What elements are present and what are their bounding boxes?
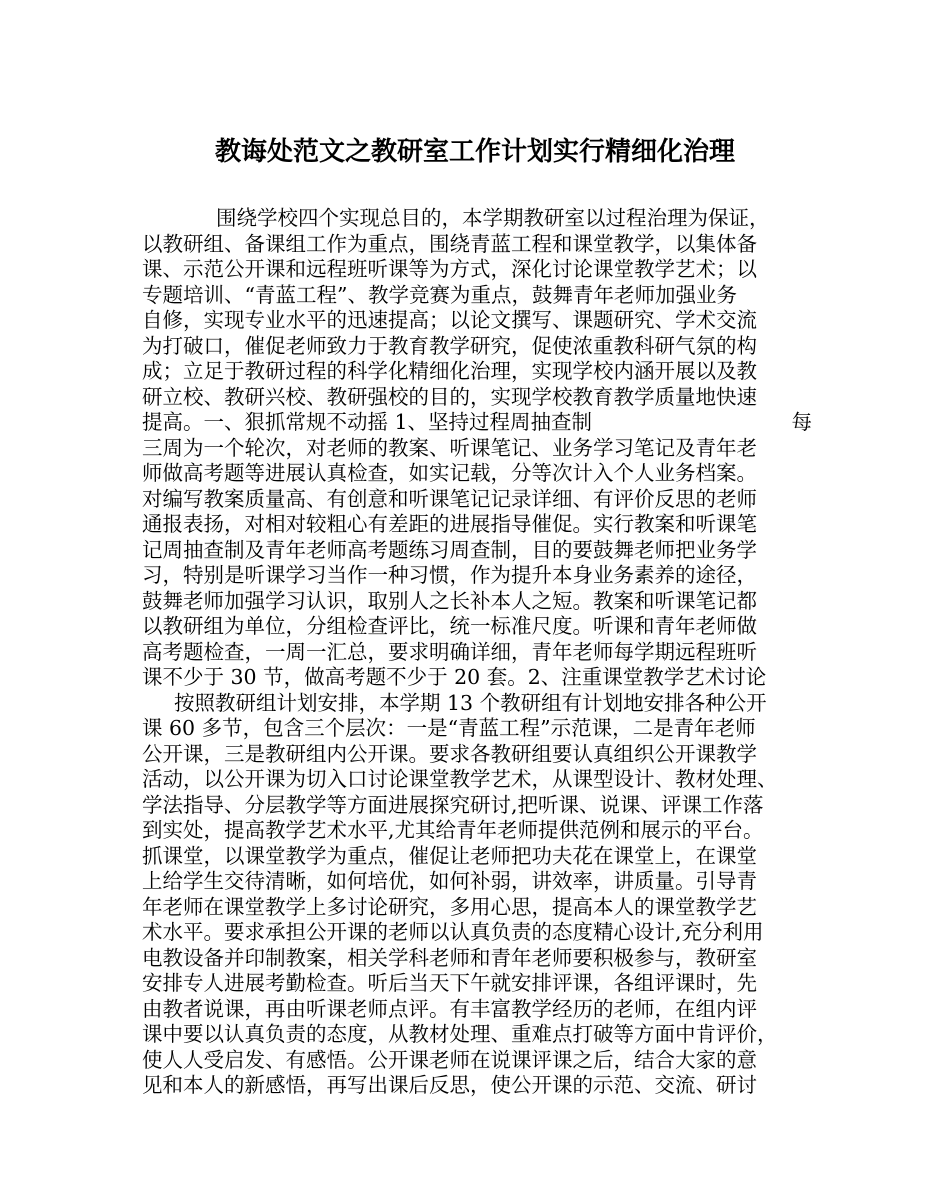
paragraph-line: 到实处，提高教学艺术水平,尤其给青年老师提供范例和展示的平台。 — [142, 818, 764, 842]
paragraph-line: 三周为一个轮次，对老师的教案、听课笔记、业务学习笔记及青年老 — [142, 435, 757, 460]
paragraph-line: 以教研组为单位，分组检查评比，统一标准尺度。听课和青年老师做 — [142, 614, 757, 638]
paragraph-line: 围绕学校四个实现总目的，本学期教研室以过程治理为保证， — [216, 206, 770, 230]
paragraph-line: 电教设备并印制教案，相关学科老师和青年老师要积极参与，教研室 — [142, 945, 757, 970]
paragraph-line-right: 每 — [791, 410, 812, 434]
paragraph-line: 高考题检查，一周一汇总，要求明确详细，青年老师每学期远程班听 — [142, 639, 757, 664]
paragraph-line: 鼓舞老师加强学习认识，取别人之长补本人之短。教案和听课笔记都 — [142, 588, 757, 613]
paragraph-line: 按照教研组计划安排，本学期 13 个教研组有计划地安排各种公开 — [174, 690, 767, 715]
paragraph-line: 抓课堂，以课堂教学为重点，催促让老师把功夫花在课堂上，在课堂 — [142, 843, 757, 868]
paragraph-line: 课中要以认真负责的态度，从教材处理、重难点打破等方面中肯评价， — [142, 1022, 778, 1046]
document-title: 教诲处范文之教研室工作计划实行精细化治理 — [214, 137, 735, 167]
paragraph-line: 术水平。要求承担公开课的老师以认真负责的态度精心设计,充分利用 — [142, 920, 764, 944]
document-body — [142, 206, 812, 1099]
paragraph-line-left: 提高。一、狠抓常规不动摇 1、坚持过程周抽查制 — [142, 410, 593, 434]
paragraph-line: 学法指导、分层教学等方面进展探究研讨,把听课、说课、评课工作落 — [142, 792, 764, 817]
paragraph-line: 师做高考题等进展认真检查，如实记载，分等次计入个人业务档案。 — [142, 461, 757, 485]
paragraph-line: 习，特别是听课学习当作一种习惯，作为提升本身业务素养的途径， — [142, 563, 757, 587]
paragraph-line: 见和本人的新感悟，再写出课后反思，使公开课的示范、交流、研讨 — [142, 1073, 757, 1097]
paragraph-line: 记周抽查制及青年老师高考题练习周查制，目的要鼓舞老师把业务学 — [142, 537, 757, 562]
paragraph-line: 对编写教案质量高、有创意和听课笔记记录详细、有评价反思的老师 — [142, 486, 757, 511]
paragraph-line: 课不少于 30 节，做高考题不少于 20 套。2、注重课堂教学艺术讨论 — [142, 665, 767, 689]
paragraph-line: 上给学生交待清晰，如何培优，如何补弱，讲效率，讲质量。引导青 — [142, 869, 757, 893]
paragraph-line: 年老师在课堂教学上多讨论研究，多用心思，提高本人的课堂教学艺 — [142, 894, 757, 919]
paragraph-line: 研立校、教研兴校、教研强校的目的，实现学校教育教学质量地快速 — [142, 384, 757, 409]
paragraph-line: 成；立足于教研过程的科学化精细化治理，实现学校内涵开展以及教 — [142, 359, 757, 383]
paragraph-line: 为打破口，催促老师致力于教育教学研究，促使浓重教科研气氛的构 — [142, 333, 757, 358]
paragraph-line: 课、示范公开课和远程班听课等为方式，深化讨论课堂教学艺术；以 — [142, 257, 757, 281]
paragraph-line: 使人人受启发、有感悟。公开课老师在说课评课之后，结合大家的意 — [142, 1047, 757, 1072]
paragraph-line: 活动，以公开课为切入口讨论课堂教学艺术，从课型设计、教材处理、 — [142, 767, 778, 791]
paragraph-line: 自修，实现专业水平的迅速提高；以论文撰写、课题研究、学术交流 — [142, 308, 757, 332]
paragraph-line: 专题培训、“青蓝工程”、教学竞赛为重点，鼓舞青年老师加强业务 — [142, 282, 737, 307]
paragraph-line-split — [142, 410, 812, 436]
paragraph-line: 安排专人进展考勤检查。听后当天下午就安排评课，各组评课时，先 — [142, 971, 757, 995]
paragraph-line: 公开课，三是教研组内公开课。要求各教研组要认真组织公开课教学 — [142, 741, 757, 766]
paragraph-line: 以教研组、备课组工作为重点，围绕青蓝工程和课堂教学，以集体备 — [142, 231, 757, 256]
paragraph-line: 课 60 多节，包含三个层次：一是“青蓝工程”示范课，二是青年老师 — [142, 716, 756, 740]
paragraph-line: 由教者说课，再由听课老师点评。有丰富教学经历的老师，在组内评 — [142, 996, 757, 1021]
paragraph-line: 通报表扬，对相对较粗心有差距的进展指导催促。实行教案和听课笔 — [142, 512, 757, 536]
